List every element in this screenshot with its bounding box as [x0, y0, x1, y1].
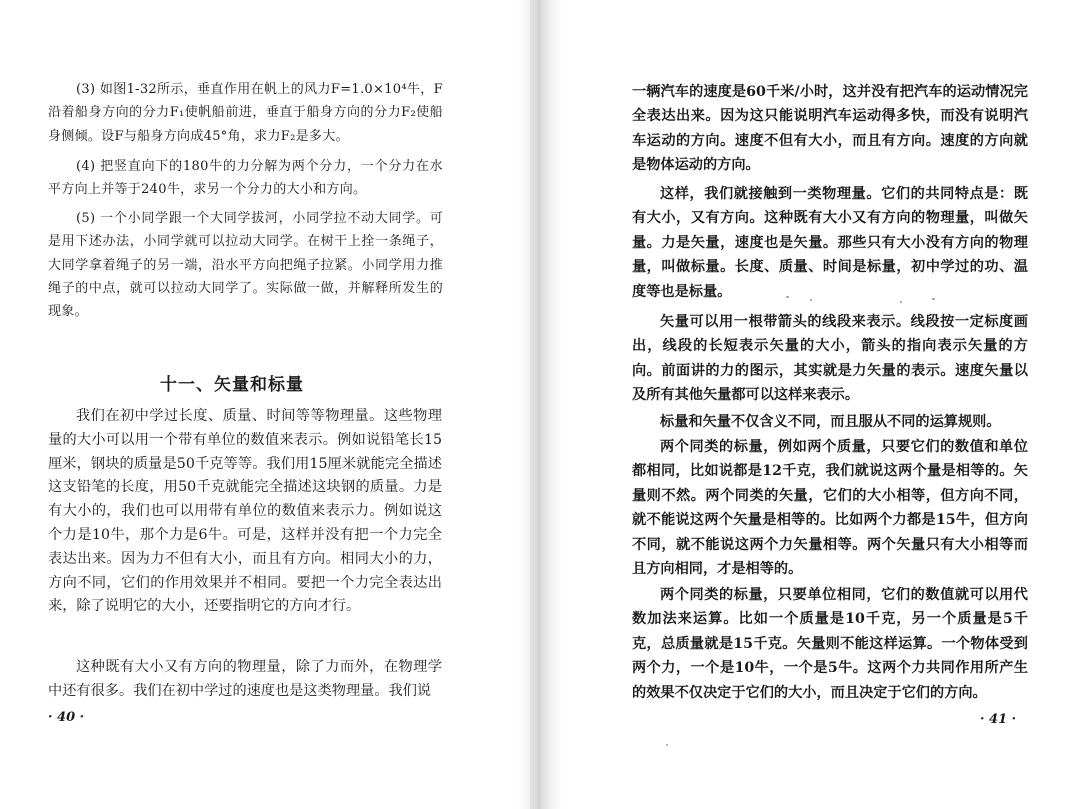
scan-speck: [932, 298, 935, 300]
right-body-paragraph-3: 矢量可以用一根带箭头的线段来表示。线段按一定标度画出，线段的长短表示矢量的大小，箭头的指向表示矢量的方向。前面讲的力的图示，其实就是力矢量的表示。速度矢量以及所有其他矢量都可以这样来表示。: [632, 314, 1028, 404]
left-page: [0, 0, 530, 809]
exercise-4: (4) 把竖直向下的180牛的力分解为两个分力，一个分力在水平方向上并等于240牛，求另一个分力的大小和方向。: [48, 159, 443, 198]
right-page: [548, 0, 1080, 809]
right-body-paragraph-6: 两个同类的标量，只要单位相同，它们的数值就可以用代数加法来运算。比如一个质量是10千克，另一个质量是5千克，总质量就是15千克。矢量则不能这样运算。一个物体受到两个力，一个是10牛，一个是5牛。这两个力共同作用所产生的效果不仅决定于它们的大小，而且决定于它们的方向。: [632, 587, 1028, 701]
book-gutter: [530, 0, 548, 809]
right-body-paragraph-2: 这样，我们就接触到一类物理量。它们的共同特点是：既有大小，又有方向。这种既有大小又有方向的物理量，叫做矢量。力是矢量，速度也是矢量。那些只有大小没有方向的物理量，叫做标量。长度、质量、时间是标量，初中学过的功、温度等也是标量。: [632, 186, 1028, 300]
right-body-paragraph-5: 两个同类的标量，例如两个质量，只要它们的数值和单位都相同，比如说都是12千克，我们就说这两个量是相等的。矢量则不然。两个同类的矢量，它们的大小相等，但方向不同，就不能说这两个矢量是相等的。比如两个力都是15牛，但方向不同，就不能说这两个力矢量相等。两个矢量只有大小相等而且方向相同，才是相等的。: [632, 439, 1028, 578]
right-body-paragraph-4: 标量和矢量不仅含义不同，而且服从不同的运算规则。: [660, 414, 1001, 430]
right-page-edge-shadow: [548, 0, 562, 809]
left-body-paragraph-1: 我们在初中学过长度、质量、时间等等物理量。这些物理量的大小可以用一个带有单位的数值来表示。例如说铅笔长15厘米，钢块的质量是50千克等等。我们用15厘米就能完全描述这支铅笔的长度，用50千克就能完全描述这块钢的质量。力是有大小的，我们也可以用带有单位的数值来表示力。例如说这个力是10牛，那个力是6牛。可是，这样并没有把一个力完全表达出来。因为力不但有大小，而且有方向。相同大小的力，方向不同，它们的作用效果并不相同。要把一个力完全表达出来，除了说明它的大小，还要指明它的方向才行。: [48, 408, 442, 615]
exercise-5: (5) 一个小同学跟一个大同学拔河，小同学拉不动大同学。可是用下述办法，小同学就可以拉动大同学。在树干上拴一条绳子，大同学拿着绳子的另一端，沿水平方向把绳子拉紧。小同学用力推绳子的中点，就可以拉动大同学了。实际做一做，并解释所发生的现象。: [48, 211, 443, 320]
page-number-right: · 41 ·: [980, 712, 1017, 727]
page-number-left: · 40 ·: [48, 710, 85, 725]
exercise-3: (3) 如图1-32所示，垂直作用在帆上的风力F=1.0×10⁴牛，F沿着船身方向的分力F₁使帆船前进，垂直于船身方向的分力F₂使船身侧倾。设F与船身方向成45°角，求力F₂是多大。: [48, 82, 443, 144]
scan-speck: [786, 296, 789, 298]
scan-speck: [810, 299, 812, 301]
scan-speck: [900, 301, 902, 303]
scan-speck: [666, 744, 668, 746]
left-body-paragraph-2: 这种既有大小又有方向的物理量，除了力而外，在物理学中还有很多。我们在初中学过的速度也是这类物理量。我们说: [48, 659, 442, 699]
right-body-paragraph-1: 一辆汽车的速度是60千米/小时，这并没有把汽车的运动情况完全表达出来。因为这只能说明汽车运动得多快，而没有说明汽车运动的方向。速度不但有大小，而且有方向。速度的方向就是物体运动的方向。: [632, 84, 1028, 174]
section-title: 十一、矢量和标量: [160, 375, 304, 395]
left-page-edge-shadow: [518, 0, 530, 809]
